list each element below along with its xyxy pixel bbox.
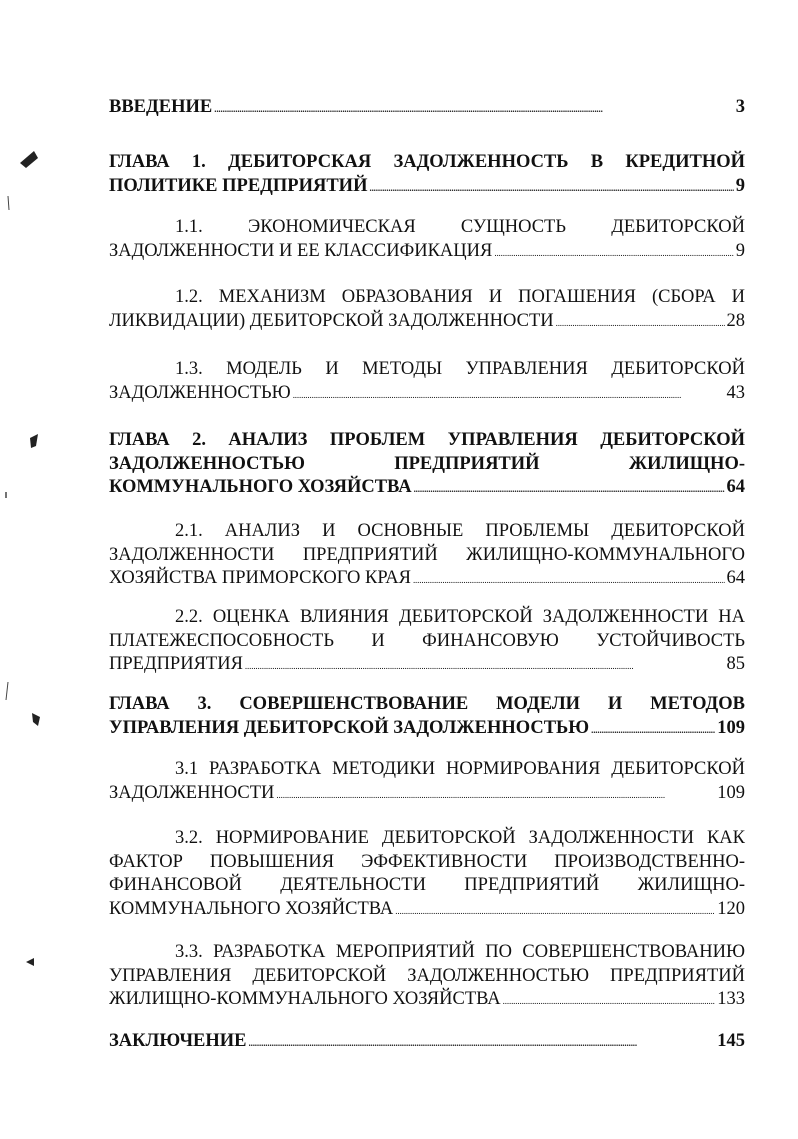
toc-entry-line — [109, 851, 745, 875]
dot-leader — [414, 476, 725, 502]
toc-entry-line — [109, 941, 745, 965]
toc-entry-leader-line — [109, 898, 745, 924]
toc-entry-leader-line — [109, 310, 745, 336]
toc-page-number: 145 — [717, 1031, 745, 1051]
toc-entry-line — [109, 874, 745, 898]
dot-leader — [556, 310, 725, 336]
toc-entry-text: 3.3. РАЗРАБОТКА МЕРОПРИЯТИЙ ПО СОВЕРШЕНСТВОВАНИЮ — [175, 942, 745, 962]
toc-entry-text: ЗАДОЛЖЕННОСТЬЮ ПРЕДПРИЯТИЙ ЖИЛИЩНО- — [109, 453, 745, 474]
dot-leader — [494, 240, 733, 266]
toc-section-entry[interactable] — [109, 520, 745, 593]
toc-entry-line — [109, 216, 745, 240]
toc-entry-title: ЗАКЛЮЧЕНИЕ — [109, 1031, 247, 1051]
toc-entry-title: ПРЕДПРИЯТИЯ — [109, 654, 243, 674]
toc-entry-title: ПОЛИТИКЕ ПРЕДПРИЯТИЙ — [109, 175, 368, 196]
dot-leader — [591, 717, 715, 743]
toc-chapter-entry[interactable] — [109, 151, 745, 200]
toc-entry-leader-line — [109, 653, 745, 679]
toc-entry-leader-line — [109, 240, 745, 266]
dot-leader — [245, 653, 725, 679]
toc-entry-line — [109, 606, 745, 630]
toc-page-number: 9 — [735, 240, 745, 261]
toc-entry-line — [109, 520, 745, 544]
toc-page-number: 43 — [726, 382, 745, 403]
toc-page-number: 9 — [735, 175, 745, 196]
toc-entry-leader-line — [109, 476, 745, 502]
toc-page-number: 109 — [717, 717, 745, 738]
toc-entry-title: ЖИЛИЩНО-КОММУНАЛЬНОГО ХОЗЯЙСТВА — [109, 989, 501, 1009]
toc-page-number: 109 — [717, 782, 745, 803]
toc-entry-line — [109, 544, 745, 568]
dot-leader — [276, 782, 715, 808]
toc-section-entry[interactable] — [109, 758, 745, 807]
toc-entry-text: 1.3. МОДЕЛЬ И МЕТОДЫ УПРАВЛЕНИЯ ДЕБИТОРСКОЙ — [175, 359, 745, 379]
speck-mark — [20, 151, 38, 168]
toc-chapter-entry[interactable] — [109, 96, 745, 122]
toc-entry-line — [109, 758, 745, 782]
toc-chapter-entry[interactable] — [109, 429, 745, 502]
speck-mark — [32, 713, 40, 726]
toc-entry-text: 3.1 РАЗРАБОТКА МЕТОДИКИ НОРМИРОВАНИЯ ДЕБИТОРСКОЙ — [175, 759, 745, 779]
toc-page-number: 64 — [726, 477, 745, 497]
toc-entry-text: УПРАВЛЕНИЯ ДЕБИТОРСКОЙ ЗАДОЛЖЕННОСТЬЮ ПРЕДПРИЯТИЙ — [109, 965, 745, 986]
toc-page-number: 85 — [726, 654, 745, 674]
toc-entry-leader-line — [109, 1030, 745, 1056]
toc-entry-text: 3.2. НОРМИРОВАНИЕ ДЕБИТОРСКОЙ ЗАДОЛЖЕННОСТИ КАК — [175, 828, 745, 848]
toc-entry-leader-line — [109, 782, 745, 808]
dot-leader — [503, 988, 716, 1014]
toc-section-entry[interactable] — [109, 827, 745, 923]
dot-leader — [395, 898, 715, 924]
toc-entry-leader-line — [109, 175, 745, 201]
toc-entry-line — [109, 630, 745, 654]
toc-entry-text: ЗАДОЛЖЕННОСТИ ПРЕДПРИЯТИЙ ЖИЛИЩНО-КОММУНАЛЬНОГО — [109, 544, 745, 565]
toc-entry-leader-line — [109, 717, 745, 743]
toc-entry-text: 2.1. АНАЛИЗ И ОСНОВНЫЕ ПРОБЛЕМЫ ДЕБИТОРСКОЙ — [175, 521, 745, 541]
toc-entry-text: ФИНАНСОВОЙ ДЕЯТЕЛЬНОСТИ ПРЕДПРИЯТИЙ ЖИЛИЩНО- — [109, 875, 745, 895]
toc-section-entry[interactable] — [109, 216, 745, 265]
toc-entry-text: 2.2. ОЦЕНКА ВЛИЯНИЯ ДЕБИТОРСКОЙ ЗАДОЛЖЕННОСТИ НА — [175, 607, 745, 627]
toc-entry-text: 1.2. МЕХАНИЗМ ОБРАЗОВАНИЯ И ПОГАШЕНИЯ (СБОРА И — [175, 287, 745, 307]
speck-mark — [6, 682, 8, 700]
toc-entry-text: ГЛАВА 1. ДЕБИТОРСКАЯ ЗАДОЛЖЕННОСТЬ В КРЕДИТНОЙ — [109, 152, 745, 172]
toc-entry-title: ЗАДОЛЖЕННОСТЬЮ — [109, 382, 291, 403]
toc-section-entry[interactable] — [109, 286, 745, 335]
speck-mark — [26, 958, 34, 966]
toc-entry-line — [109, 429, 745, 453]
toc-entry-title: ЛИКВИДАЦИИ) ДЕБИТОРСКОЙ ЗАДОЛЖЕННОСТИ — [109, 310, 554, 331]
dot-leader — [413, 567, 725, 593]
toc-entry-leader-line — [109, 382, 745, 408]
toc-entry-leader-line — [109, 96, 745, 122]
toc-entry-title: ЗАДОЛЖЕННОСТИ — [109, 782, 275, 803]
dot-leader — [249, 1030, 716, 1056]
toc-entry-text: ПЛАТЕЖЕСПОСОБНОСТЬ И ФИНАНСОВУЮ УСТОЙЧИВОСТЬ — [109, 630, 745, 651]
toc-section-entry[interactable] — [109, 358, 745, 407]
speck-mark — [8, 196, 9, 210]
toc-page-number: 133 — [717, 989, 745, 1009]
toc-chapter-entry[interactable] — [109, 693, 745, 742]
toc-entry-line — [109, 358, 745, 382]
toc-entry-title: ХОЗЯЙСТВА ПРИМОРСКОГО КРАЯ — [109, 568, 411, 588]
toc-section-entry[interactable] — [109, 941, 745, 1014]
toc-page-number: 28 — [726, 310, 745, 331]
toc-entry-text: ГЛАВА 2. АНАЛИЗ ПРОБЛЕМ УПРАВЛЕНИЯ ДЕБИТОРСКОЙ — [109, 430, 745, 450]
toc-entry-line — [109, 827, 745, 851]
scan-specks — [0, 0, 60, 1139]
toc-entry-title: КОММУНАЛЬНОГО ХОЗЯЙСТВА — [109, 477, 412, 497]
toc-entry-line — [109, 693, 745, 717]
toc-entry-leader-line — [109, 988, 745, 1014]
toc-entry-line — [109, 286, 745, 310]
toc-entry-text: 1.1. ЭКОНОМИЧЕСКАЯ СУЩНОСТЬ ДЕБИТОРСКОЙ — [175, 217, 745, 237]
toc-entry-text: ФАКТОР ПОВЫШЕНИЯ ЭФФЕКТИВНОСТИ ПРОИЗВОДСТВЕННО- — [109, 851, 745, 872]
toc-page-number: 64 — [726, 568, 745, 588]
toc-entry-line — [109, 453, 745, 477]
dot-leader — [293, 382, 725, 408]
toc-entry-title: УПРАВЛЕНИЯ ДЕБИТОРСКОЙ ЗАДОЛЖЕННОСТЬЮ — [109, 717, 590, 738]
toc-entry-title: КОММУНАЛЬНОГО ХОЗЯЙСТВА — [109, 898, 394, 919]
toc-section-entry[interactable] — [109, 606, 745, 679]
toc-entry-title: ЗАДОЛЖЕННОСТИ И ЕЕ КЛАССИФИКАЦИЯ — [109, 240, 493, 261]
toc-entry-line — [109, 965, 745, 989]
dot-leader — [369, 175, 733, 201]
speck-mark — [30, 434, 38, 448]
dot-leader — [214, 96, 734, 122]
toc-chapter-entry[interactable] — [109, 1030, 745, 1056]
toc-entry-line — [109, 151, 745, 175]
toc-entry-title: ВВЕДЕНИЕ — [109, 97, 213, 117]
toc-entry-leader-line — [109, 567, 745, 593]
toc-page-number: 3 — [735, 97, 745, 117]
toc-entry-text: ГЛАВА 3. СОВЕРШЕНСТВОВАНИЕ МОДЕЛИ И МЕТОДОВ — [109, 694, 745, 714]
toc-page-number: 120 — [717, 898, 745, 919]
